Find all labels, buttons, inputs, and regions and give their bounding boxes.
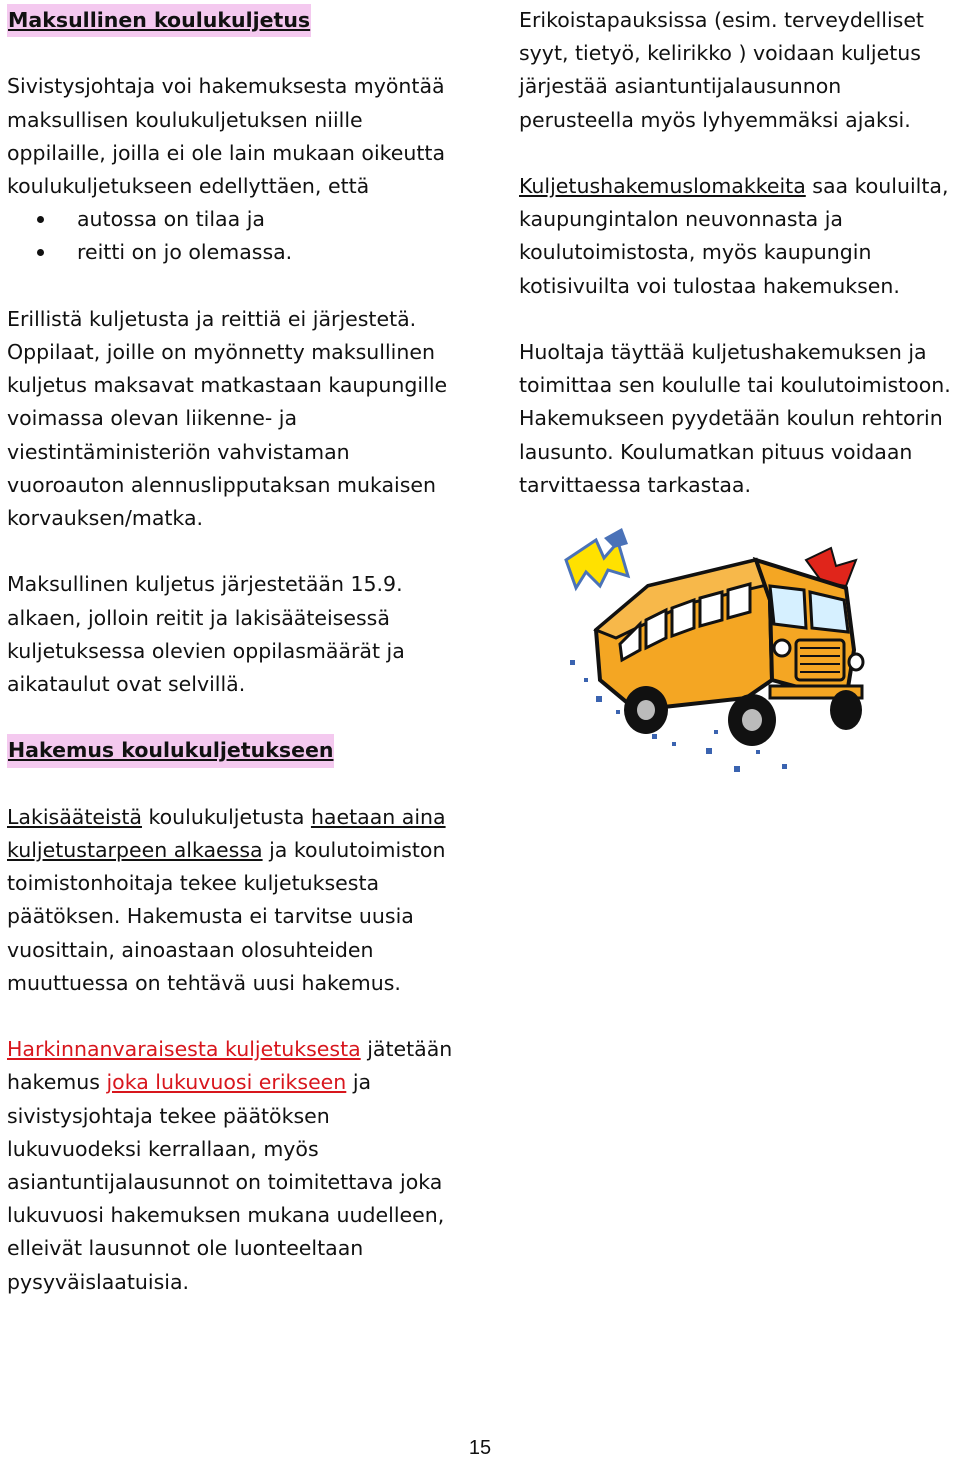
lightning-flash-icon xyxy=(566,540,628,588)
paragraph-erikoistapaukset: Erikoistapauksissa (esim. terveydelliset syyt, tietyö, kelirikko ) voidaan kuljetus järjestää asiantuntijalausunnon perusteella myös lyhyemmäksi ajaksi. xyxy=(519,8,924,132)
list-item: autossa on tilaa ja xyxy=(7,203,462,236)
right-column xyxy=(519,4,959,502)
paragraph-huoltaja: Huoltaja täyttää kuljetushakemuksen ja toimittaa sen koululle tai koulutoimistoon. Hakemukseen pyydetään koulun rehtorin lausunto. Koulumatkan pituus voidaan tarvittaessa tarkastaa. xyxy=(519,340,951,497)
list-item: reitti on jo olemassa. xyxy=(7,236,462,269)
left-column xyxy=(7,4,462,1299)
paragraph-lomakkeet: Kuljetushakemuslomakkeita saa kouluilta, kaupungintalon neuvonnasta ja koulutoimistosta, myös kaupungin kotisivuilta voi tulostaa hakemuksen. xyxy=(519,174,949,298)
paragraph-erillista-kuljetusta: Erillistä kuljetusta ja reittiä ei järjestetä. Oppilaat, joille on myönnetty maksullinen kuljetus maksavat matkastaan kaupungille voimassa olevan liikenne- ja viestintäministeriön vahvistaman vuoroauton alennuslipputaksan mukaisen korvauksen/matka. xyxy=(7,306,448,531)
page-number: 15 xyxy=(468,1437,492,1459)
condition-list xyxy=(7,203,462,269)
heading-hakemus-koulukuljetukseen: Hakemus koulukuljetukseen xyxy=(7,734,334,767)
paragraph-maksullinen-intro: Sivistysjohtaja voi hakemuksesta myöntää maksullisen koulukuljetuksen niille oppilaille, joilla ei ole lain mukaan oikeutta koulukuljetukseen edellyttäen, että xyxy=(7,74,446,198)
bullet-icon xyxy=(37,216,44,223)
heading-maksullinen-koulukuljetus: Maksullinen koulukuljetus xyxy=(7,4,311,37)
paragraph-harkinnanvarainen: Harkinnanvaraisesta kuljetuksesta jätetään hakemus joka lukuvuosi erikseen ja sivistysjohtaja tekee päätöksen lukuvuodeksi kerrallaan, myös asiantuntijalausunnot on toimitettava joka lukuvuosi hakemuksen mukana uudelleen, elleivät lausunnot ole luonteeltaan pysyväislaatuisia. xyxy=(7,1037,453,1294)
school-bus-icon xyxy=(556,520,886,780)
paragraph-maksullinen-jarjestetaan: Maksullinen kuljetus järjestetään 15.9. alkaen, jolloin reitit ja lakisääteisessä kuljetuksessa olevien oppilasmäärät ja aikataulut ovat selvillä. xyxy=(7,572,405,697)
paragraph-lakisaateinen: Lakisääteistä koulukuljetusta haetaan aina kuljetustarpeen alkaessa ja koulutoimiston toimistonhoitaja tekee kuljetuksesta päätöksen. Hakemusta ei tarvitse uusia vuosittain, ainoastaan olosuhteiden muuttuessa on tehtävä uusi hakemus. xyxy=(7,804,446,995)
bullet-icon xyxy=(37,249,44,256)
lightning-flash-icon xyxy=(604,528,628,548)
